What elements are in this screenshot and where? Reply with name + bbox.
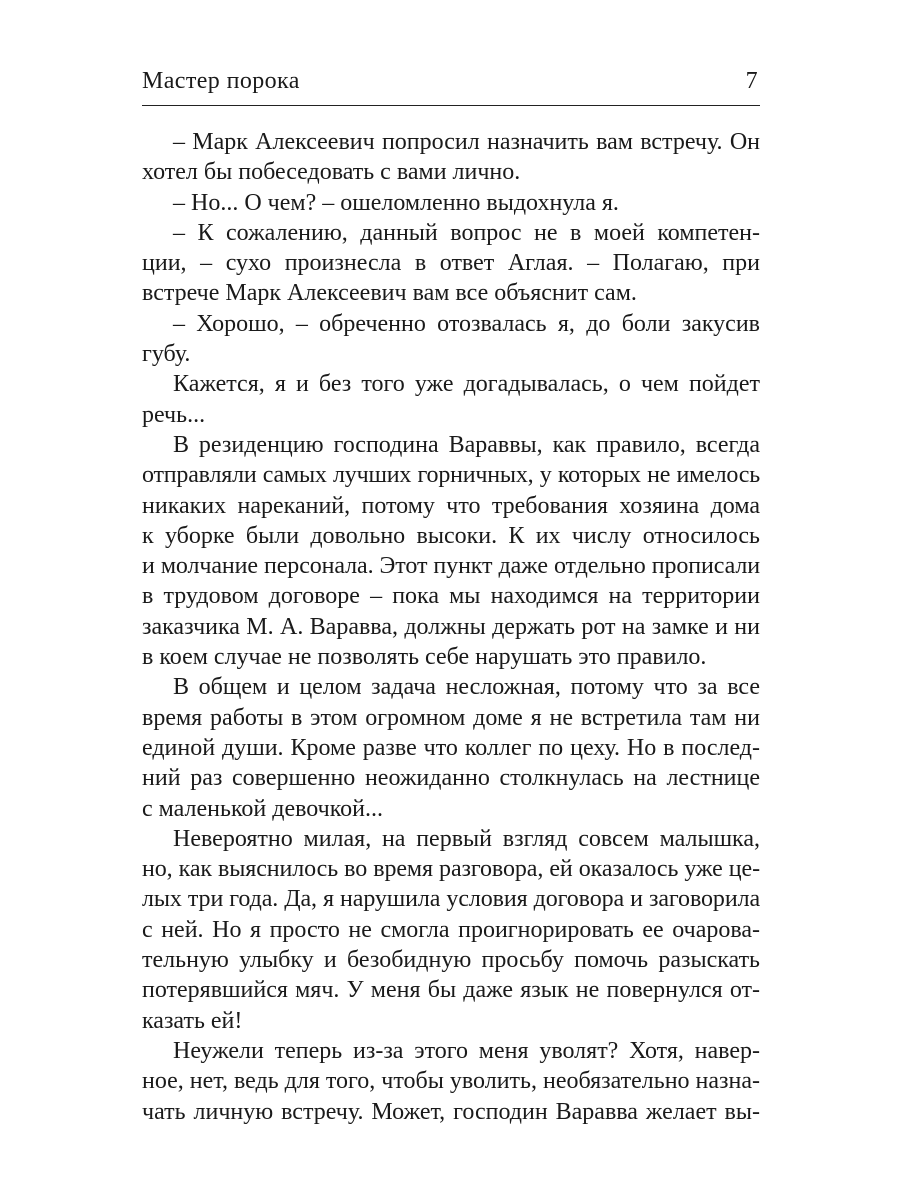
text-line: единой души. Кроме разве что коллег по цеху. Но в послед-: [142, 734, 760, 761]
text-line: потерявшийся мяч. У меня бы даже язык не повернулся от-: [142, 977, 760, 1004]
text-line: ное, нет, ведь для того, чтобы уволить, необязательно назна-: [142, 1068, 761, 1095]
text-line: заказчика М. А. Варавва, должны держать рот на замке и ни: [142, 613, 760, 640]
text-line: с маленькой девочкой...: [142, 795, 384, 822]
text-line: – Хорошо, – обреченно отозвалась я, до боли закусив: [173, 310, 760, 337]
text-line: – К сожалению, данный вопрос не в моей компетен-: [173, 219, 760, 246]
text-line: в коем случае не позволять себе нарушать это правило.: [142, 644, 707, 671]
running-head: [142, 68, 760, 104]
text-line: с ней. Но я просто не смогла проигнорировать ее очарова-: [142, 916, 760, 943]
text-line: лых три года. Да, я нарушила условия договора и заговорила: [142, 886, 760, 913]
text-line: встрече Марк Алексеевич вам все объяснит сам.: [142, 280, 637, 307]
book-title: Мастер порока: [142, 68, 300, 94]
text-line: в трудовом договоре – пока мы находимся на территории: [142, 583, 760, 610]
text-line: хотел бы побеседовать с вами лично.: [142, 159, 521, 186]
text-line: но, как выяснилось во время разговора, ей оказалось уже це-: [142, 856, 760, 883]
text-line: чать личную встречу. Может, господин Варавва желает вы-: [142, 1098, 760, 1125]
text-line: тельную улыбку и безобидную просьбу помочь разыскать: [142, 947, 760, 974]
text-line: В общем и целом задача несложная, потому что за все: [173, 674, 760, 701]
text-line: речь...: [142, 401, 206, 428]
text-line: В резиденцию господина Вараввы, как правило, всегда: [173, 431, 760, 458]
header-rule: [142, 105, 760, 106]
text-line: и молчание персонала. Этот пункт даже отдельно прописали: [142, 553, 760, 580]
text-line: ции, – сухо произнесла в ответ Аглая. – Полагаю, при: [142, 250, 760, 277]
text-line: к уборке были довольно высоки. К их числу относилось: [142, 522, 760, 549]
text-line: Неужели теперь из-за этого меня уволят? Хотя, навер-: [173, 1037, 760, 1064]
text-line: никаких нареканий, потому что требования хозяина дома: [142, 492, 760, 519]
text-line: Невероятно милая, на первый взгляд совсем малышка,: [173, 825, 760, 852]
text-line: время работы в этом огромном доме я не встретила там ни: [142, 704, 760, 731]
text-line: – Но... О чем? – ошеломленно выдохнула я.: [173, 189, 619, 216]
page-number: 7: [745, 68, 758, 94]
text-line: – Марк Алексеевич попросил назначить вам встречу. Он: [173, 129, 760, 155]
text-line: отправляли самых лучших горничных, у которых не имелось: [142, 462, 760, 489]
text-line: казать ей!: [142, 1007, 243, 1034]
text-line: губу.: [142, 341, 191, 368]
text-line: Кажется, я и без того уже догадывалась, о чем пойдет: [173, 371, 760, 398]
text-line: ний раз совершенно неожиданно столкнулась на лестнице: [142, 765, 760, 792]
body-text: [142, 127, 760, 1127]
